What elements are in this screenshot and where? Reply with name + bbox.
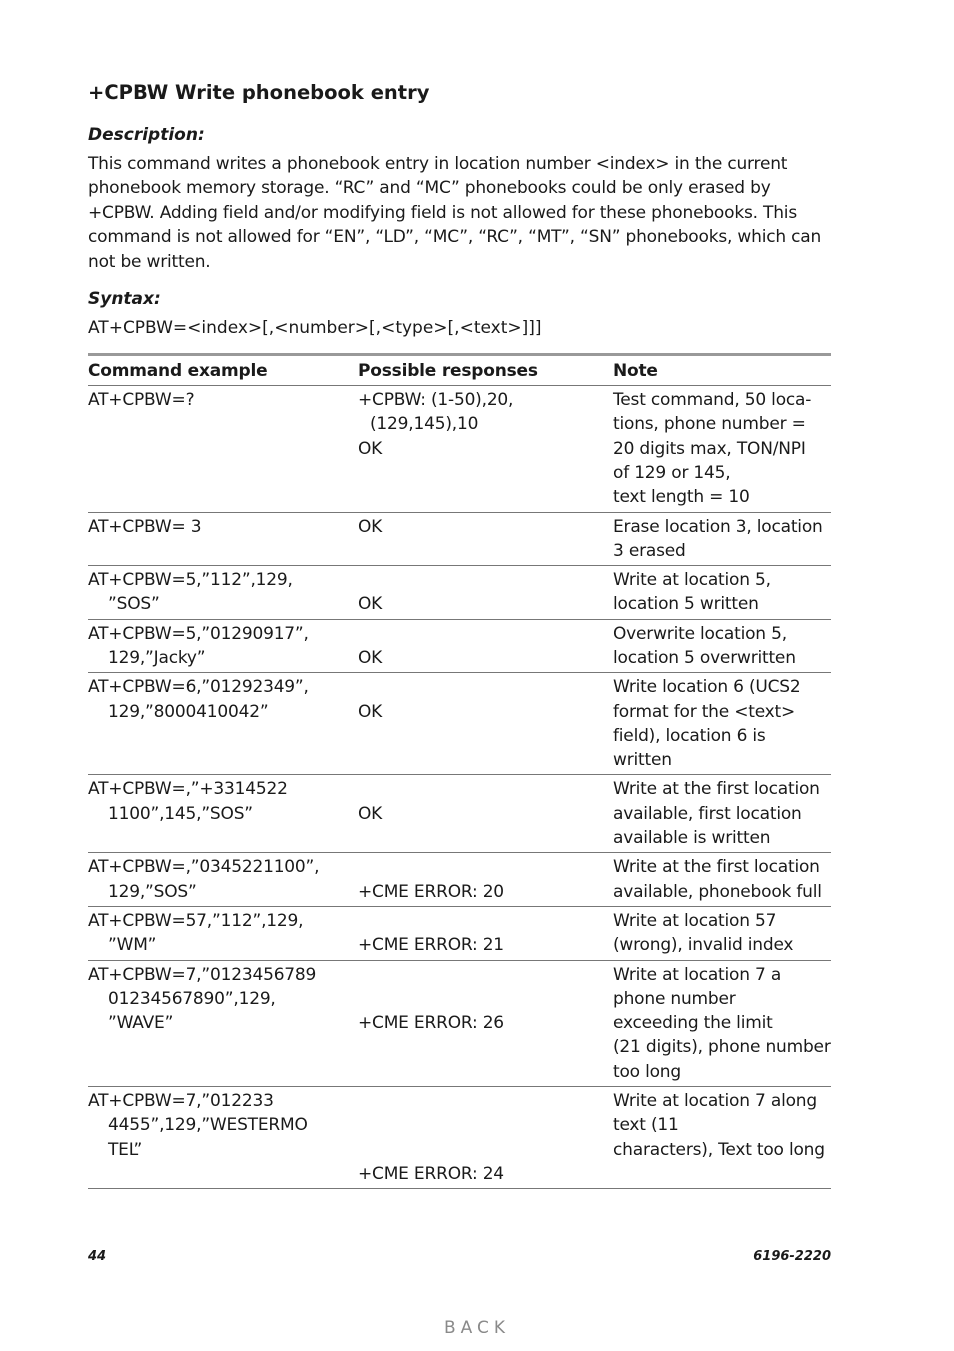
note-cell-line: 3 erased: [613, 540, 686, 561]
column-header-note: Note: [613, 355, 831, 386]
response-cell-line: +CME ERROR: 24: [358, 1163, 504, 1184]
command-cell-line: AT+CPBW=6,”01292349”,: [88, 677, 309, 698]
response-cell-line: [358, 568, 613, 592]
document-number: 6196-2220: [753, 1249, 831, 1264]
command-cell-line: ”WM”: [108, 935, 157, 956]
command-cell-line: AT+CPBW=?: [88, 390, 195, 411]
note-cell-line: location 5 written: [613, 594, 759, 615]
command-cell: [88, 1087, 358, 1189]
note-cell: [613, 619, 831, 673]
note-cell-line: available is written: [613, 828, 771, 849]
response-cell: [358, 386, 613, 512]
response-cell-line: (129,145),10: [370, 414, 479, 435]
response-cell: [358, 960, 613, 1086]
command-cell: [88, 386, 358, 512]
note-cell: [613, 853, 831, 907]
response-cell-line: [358, 1089, 613, 1113]
command-cell-line: AT+CPBW=5,”01290917”,: [88, 623, 309, 644]
note-cell: [613, 960, 831, 1086]
response-cell: [358, 673, 613, 775]
description-line: not be written.: [88, 251, 211, 272]
response-cell: [358, 566, 613, 620]
note-cell-line: location 5 overwritten: [613, 648, 796, 668]
back-link[interactable]: BACK: [443, 1318, 510, 1338]
note-cell-line: exceeding the limit: [613, 1013, 773, 1034]
response-cell: [358, 906, 613, 960]
response-cell-line: [358, 909, 613, 933]
command-cell-line: AT+CPBW=7,”0123456789: [88, 964, 317, 985]
command-cell: [88, 673, 358, 775]
note-cell: [613, 386, 831, 512]
note-cell-line: too long: [613, 1061, 681, 1082]
description-line: phonebook memory storage. “RC” and “MC” phonebooks could be only erased by: [88, 178, 771, 199]
note-cell-line: of 129 or 145,: [613, 462, 731, 483]
note-cell-line: available, first location: [613, 803, 802, 824]
note-cell-line: Write at location 7 a: [613, 964, 782, 985]
command-cell-line: TEL”: [108, 1139, 143, 1160]
note-cell-line: Write at location 57: [613, 910, 777, 931]
command-cell-line: ”WAVE”: [108, 1013, 174, 1034]
response-cell-line: OK: [358, 594, 383, 615]
note-cell-line: characters), Text too long: [613, 1139, 825, 1160]
command-cell-line: AT+CPBW=7,”012233: [88, 1091, 274, 1112]
note-cell-line: Write location 6 (UCS2: [613, 677, 801, 698]
description-heading: Description:: [88, 125, 205, 145]
command-cell-line: AT+CPBW=57,”112”,129,: [88, 910, 304, 931]
response-cell-line: +CPBW: (1-50),20,: [358, 390, 514, 411]
table-row: [88, 566, 831, 620]
note-cell-line: Write at the first location: [613, 857, 820, 878]
response-cell-line: OK: [358, 438, 383, 459]
command-cell: [88, 512, 358, 566]
note-cell-line: Write at the first location: [613, 779, 820, 800]
command-cell-line: 129,”SOS”: [108, 881, 197, 902]
response-cell-line: OK: [358, 648, 383, 668]
note-cell-line: Test command, 50 loca-: [613, 390, 812, 411]
page-title: +CPBW Write phonebook entry: [88, 81, 430, 104]
note-cell-line: (21 digits), phone number: [613, 1037, 831, 1058]
command-cell-line: AT+CPBW= 3: [88, 516, 202, 537]
table-row: [88, 1087, 831, 1189]
description-line: command is not allowed for “EN”, “LD”, “MC”, “RC”, “MT”, “SN” phonebooks, which can: [88, 227, 822, 248]
response-cell-line: OK: [358, 516, 383, 537]
response-cell: [358, 619, 613, 673]
response-cell-line: [358, 963, 613, 987]
table-row: [88, 775, 831, 853]
note-cell-line: available, phonebook full: [613, 881, 822, 902]
command-cell-line: 129,”8000410042”: [108, 701, 269, 722]
command-cell: [88, 775, 358, 853]
description-text: [88, 152, 831, 274]
note-cell: [613, 906, 831, 960]
response-cell-line: +CME ERROR: 26: [358, 1013, 504, 1034]
command-cell-line: 1100”,145,”SOS”: [108, 803, 253, 824]
table-body: [88, 386, 831, 1189]
command-cell-line: AT+CPBW=,”+3314522: [88, 779, 288, 800]
command-cell-line: AT+CPBW=,”0345221100”,: [88, 857, 320, 878]
note-cell-line: text (11: [613, 1115, 679, 1136]
response-cell-line: +CME ERROR: 21: [358, 935, 504, 956]
note-cell: [613, 775, 831, 853]
command-cell-line: ”SOS”: [108, 594, 160, 615]
note-cell: [613, 566, 831, 620]
response-cell: [358, 853, 613, 907]
table-header-row: [88, 355, 831, 386]
note-cell-line: field), location 6 is: [613, 725, 766, 746]
command-cell: [88, 619, 358, 673]
page-content: [88, 78, 831, 1189]
table-row: [88, 853, 831, 907]
response-cell: [358, 775, 613, 853]
note-cell: [613, 673, 831, 775]
column-header-responses: Possible responses: [358, 355, 613, 386]
syntax-text: AT+CPBW=<index>[,<number>[,<type>[,<text>]]]: [88, 318, 542, 339]
note-cell-line: (wrong), invalid index: [613, 935, 794, 956]
response-cell: [358, 1087, 613, 1189]
note-cell-line: Overwrite location 5,: [613, 623, 787, 644]
command-cell-line: 01234567890”,129,: [108, 988, 276, 1009]
command-cell-line: AT+CPBW=5,”112”,129,: [88, 570, 293, 591]
note-cell-line: Write at location 5,: [613, 570, 771, 591]
note-cell-line: phone number: [613, 988, 736, 1009]
response-cell-line: +CME ERROR: 20: [358, 881, 504, 902]
table-row: [88, 619, 831, 673]
response-cell-line: [358, 987, 613, 1011]
syntax-heading: Syntax:: [88, 289, 161, 310]
note-cell-line: Erase location 3, location: [613, 516, 823, 537]
table-row: [88, 906, 831, 960]
response-cell-line: [358, 855, 613, 879]
table-row: [88, 512, 831, 566]
command-cell: [88, 566, 358, 620]
command-cell-line: 129,”Jacky”: [108, 648, 206, 668]
table-row: [88, 960, 831, 1086]
description-line: +CPBW. Adding field and/or modifying field is not allowed for these phonebooks. This: [88, 202, 797, 223]
note-cell-line: format for the <text>: [613, 701, 796, 722]
response-cell-line: [358, 622, 613, 646]
response-cell-line: [358, 1138, 613, 1162]
response-cell-line: OK: [358, 803, 383, 824]
response-cell: [358, 512, 613, 566]
command-cell: [88, 960, 358, 1086]
table-row: [88, 386, 831, 512]
column-header-command: Command example: [88, 355, 358, 386]
response-cell-line: [358, 1113, 613, 1137]
note-cell-line: Write at location 7 along: [613, 1091, 817, 1112]
command-cell-line: 4455”,129,”WESTERMO: [108, 1115, 308, 1136]
note-cell-line: text length = 10: [613, 487, 750, 508]
command-cell: [88, 906, 358, 960]
note-cell-line: tions, phone number =: [613, 414, 806, 435]
response-cell-line: [358, 675, 613, 699]
note-cell-line: written: [613, 750, 672, 771]
page-number: 44: [88, 1249, 107, 1264]
command-cell: [88, 853, 358, 907]
table-row: [88, 673, 831, 775]
command-table: [88, 353, 831, 1189]
note-cell-line: 20 digits max, TON/NPI: [613, 438, 806, 459]
response-cell-line: OK: [358, 701, 383, 722]
response-cell-line: [358, 777, 613, 801]
note-cell: [613, 1087, 831, 1189]
description-line: This command writes a phonebook entry in location number <index> in the current: [88, 154, 788, 174]
note-cell: [613, 512, 831, 566]
